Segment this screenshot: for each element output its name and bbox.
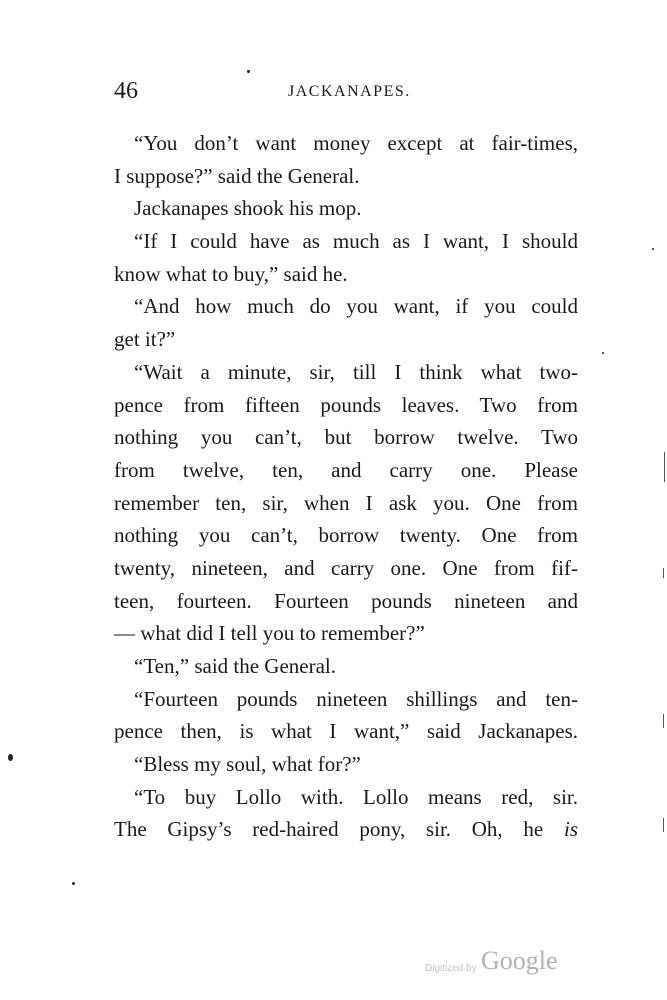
text-line: Jackanapes shook his mop. (134, 196, 362, 221)
text-line: remember ten, sir, when I ask you. One from (114, 490, 578, 515)
text-line: “If I could have as much as I want, I should (134, 229, 578, 254)
scan-speck (602, 352, 604, 354)
scan-speck (72, 882, 75, 885)
digitization-watermark (425, 948, 585, 980)
text-line: from twelve, ten, and carry one. Please (114, 457, 578, 482)
text-line: teen, fourteen. Fourteen pounds nineteen and (114, 588, 578, 613)
text-line: get it?” (114, 327, 176, 352)
text-line: I suppose?” said the General. (114, 163, 360, 188)
page-number: 46 (114, 78, 138, 104)
running-title: JACKANAPES. (288, 83, 411, 100)
scan-mark (664, 452, 665, 482)
text-line: pence from fifteen pounds leaves. Two from (114, 392, 578, 417)
text-line: twenty, nineteen, and carry one. One from fif- (114, 555, 578, 580)
text-line-main: The Gipsy’s red-haired pony, sir. Oh, he (114, 817, 544, 842)
text-line: pence then, is what I want,” said Jackanapes. (114, 719, 578, 744)
text-line: — what did I tell you to remember?” (114, 621, 425, 646)
scan-mark (663, 714, 664, 728)
text-line: “Wait a minute, sir, till I think what two- (134, 359, 578, 384)
scan-speck (247, 70, 250, 73)
text-line: “Fourteen pounds nineteen shillings and ten- (134, 686, 578, 711)
page-header (114, 78, 578, 108)
text-line (114, 813, 578, 846)
scan-mark (663, 818, 664, 832)
scan-speck (8, 754, 13, 761)
google-logo: Google (481, 946, 558, 975)
text-line: “Ten,” said the General. (134, 654, 337, 678)
text-line: “Bless my soul, what for?” (134, 752, 361, 777)
watermark-prefix: Digitized by (425, 963, 477, 974)
text-line: know what to buy,” said he. (114, 261, 348, 286)
scan-speck (652, 248, 654, 250)
text-line: “To buy Lollo with. Lollo means red, sir. (134, 784, 578, 809)
text-line: nothing you can’t, borrow twenty. One from (114, 523, 578, 548)
text-line: “And how much do you want, if you could (134, 294, 578, 319)
body-text (114, 127, 578, 846)
text-line: nothing you can’t, but borrow twelve. Two (114, 425, 578, 450)
emphasized-word: is (564, 817, 579, 842)
scan-mark (663, 568, 664, 578)
text-line: “You don’t want money except at fair-times, (134, 131, 578, 155)
